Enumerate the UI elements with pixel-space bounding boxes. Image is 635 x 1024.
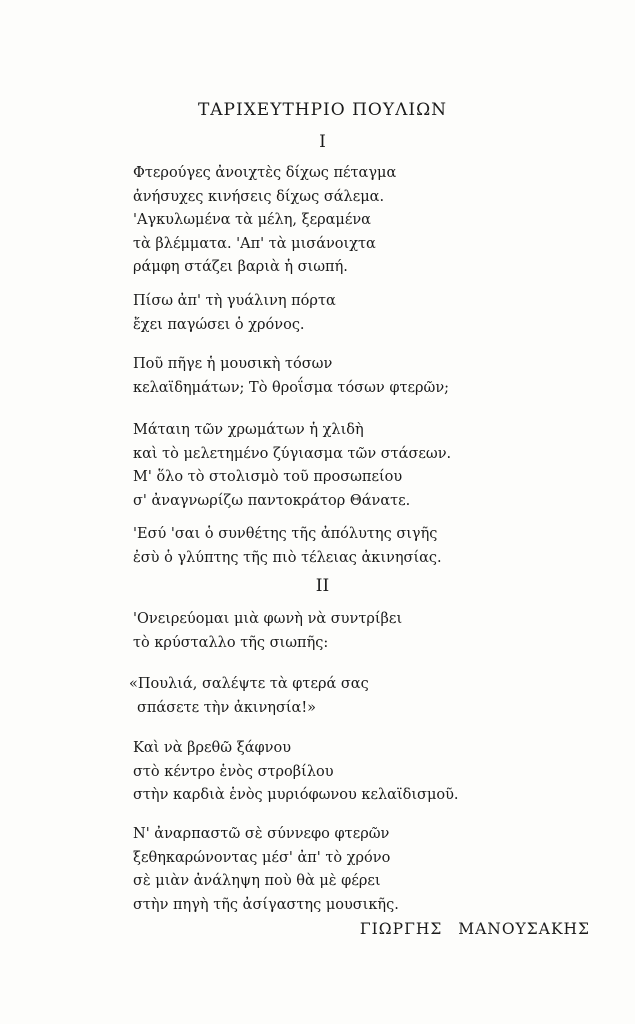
author-name: ΓΙΩΡΓΗΣ ΜΑΝΟΥΣΑΚΗΣ	[359, 920, 590, 938]
poem-line: Μ' ὅλο τὸ στολισμὸ τοῦ προσωπείου	[133, 469, 403, 486]
poem-line: κελαϊδημάτων; Τὸ θροΐσμα τόσων φτερῶν;	[133, 379, 450, 396]
poem-line: ξεθηκαρώνοντας μέσ' ἀπ' τὸ χρόνο	[133, 849, 391, 866]
poem-line: 'Αγκυλωμένα τὰ μέλη, ξεραμένα	[133, 212, 371, 229]
poem-line: σπάσετε τὴν ἀκινησία!»	[137, 699, 317, 716]
poem-line: ἐσὺ ὁ γλύπτης τῆς πιὸ τέλειας ἀκινησίας.	[133, 549, 442, 566]
poem-line: Ποῦ πῆγε ἡ μουσικὴ τόσων	[133, 356, 333, 372]
stanza	[133, 162, 396, 280]
stanza	[133, 290, 336, 337]
poem-line: Πίσω ἀπ' τὴ γυάλινη πόρτα	[133, 293, 336, 309]
poem-line: σὲ μιὰν ἀνάληψη ποὺ θὰ μὲ φέρει	[133, 873, 381, 890]
stanza	[133, 737, 459, 808]
poem-line: σ' ἀναγνωρίζω παντοκράτορ Θάνατε.	[133, 492, 411, 509]
poem-line: Καὶ νὰ βρεθῶ ξάφνου	[133, 740, 292, 756]
poem-title: ΤΑΡΙΧΕΥΤΗΡΙΟ ΠΟΥΛΙΩΝ	[197, 100, 448, 120]
poem-line: Ν' ἀναρπαστῶ σὲ σύννεφο φτερῶν	[133, 826, 390, 842]
poem-line: στὴν πηγὴ τῆς ἀσίγαστης μουσικῆς.	[133, 896, 399, 913]
poem-line: ράμφη στάζει βαριὰ ἡ σιωπή.	[133, 259, 348, 276]
section-number-2: II	[315, 576, 330, 596]
poem-line: «Πουλιά, σαλέψτε τὰ φτερά σας	[129, 676, 369, 692]
poem-line: 'Ονειρεύομαι μιὰ φωνὴ νὰ συντρίβει	[133, 611, 403, 627]
poem-line: τὰ βλέμματα. 'Απ' τὰ μισάνοιχτα	[133, 235, 376, 252]
poem-line: 'Εσύ 'σαι ὁ συνθέτης τῆς ἀπόλυτης σιγῆς	[133, 526, 438, 542]
stanza	[133, 823, 399, 917]
poem-line: τὸ κρύσταλλο τῆς σιωπῆς:	[133, 634, 329, 651]
stanza	[129, 673, 369, 720]
stanza	[133, 419, 451, 513]
stanza	[133, 523, 442, 570]
poem-line: καὶ τὸ μελετημένο ζύγιασμα τῶν στάσεων.	[133, 445, 452, 462]
poem-line: ἀνήσυχες κινήσεις δίχως σάλεμα.	[133, 188, 385, 205]
poem-line: στὴν καρδιὰ ἑνὸς μυριόφωνου κελαϊδισμοῦ.	[133, 787, 459, 804]
poem-line: Μάταιη τῶν χρωμάτων ἡ χλιδὴ	[133, 422, 364, 438]
poem-line: Φτερούγες ἀνοιχτὲς δίχως πέταγμα	[133, 165, 397, 181]
poem-line: στὸ κέντρο ἑνὸς στροβίλου	[133, 763, 334, 780]
stanza	[133, 353, 449, 400]
poem-line: ἔχει παγώσει ὁ χρόνος.	[133, 316, 305, 333]
section-number-1: I	[319, 132, 326, 152]
stanza	[133, 608, 402, 655]
